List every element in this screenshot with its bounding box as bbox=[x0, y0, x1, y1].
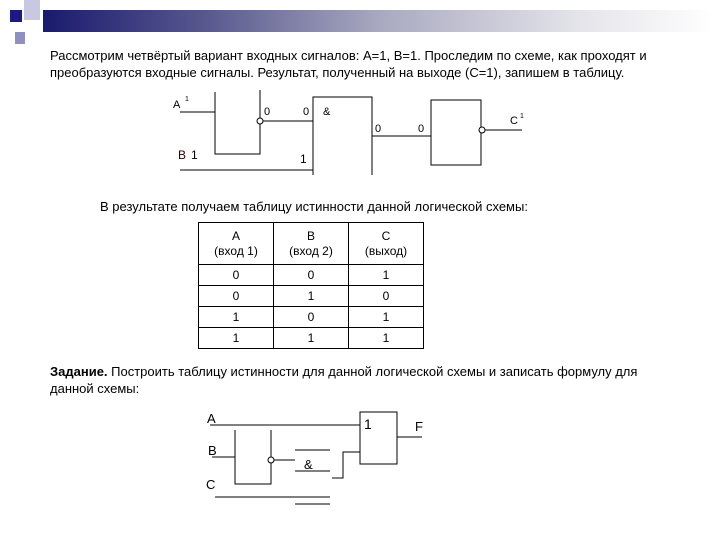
output-c-label: С bbox=[510, 115, 518, 127]
cell: 1 bbox=[199, 307, 274, 328]
cell: 0 bbox=[274, 265, 349, 286]
cell: 1 bbox=[349, 265, 424, 286]
cell: 0 bbox=[199, 265, 274, 286]
output-f-label: F bbox=[415, 419, 423, 434]
decor-square-dark bbox=[10, 10, 22, 22]
input-a-label: A bbox=[207, 411, 216, 426]
task-text: Построить таблицу истинности для данной логической схемы и записать формулу для данной схемы: bbox=[50, 364, 638, 396]
and-symbol: & bbox=[323, 106, 331, 118]
table-row bbox=[199, 307, 424, 328]
cell: 0 bbox=[349, 286, 424, 307]
input-a-value: 1 bbox=[185, 96, 189, 103]
cell: 1 bbox=[274, 286, 349, 307]
and-symbol: & bbox=[304, 457, 313, 472]
cell: 1 bbox=[349, 328, 424, 349]
table-row bbox=[199, 286, 424, 307]
header-a: А (вход 1) bbox=[199, 223, 274, 265]
cell: 0 bbox=[274, 307, 349, 328]
signal-and-out: 0 bbox=[375, 123, 382, 135]
decor-square-mid bbox=[15, 32, 25, 44]
input-b-label: В bbox=[178, 148, 187, 162]
decor-square-light bbox=[24, 0, 40, 20]
output-c-value: 1 bbox=[520, 113, 524, 120]
result-paragraph: В результате получаем таблицу истинности данной логической схемы: bbox=[100, 199, 528, 214]
input-c-label: C bbox=[206, 477, 216, 492]
signal-inv-in: 0 bbox=[418, 123, 425, 135]
input-b-value: 1 bbox=[191, 148, 198, 162]
cell: 1 bbox=[199, 328, 274, 349]
signal-not-out: 0 bbox=[264, 106, 271, 118]
intro-paragraph: Рассмотрим четвёртый вариант входных сигналов: А=1, В=1. Проследим по схеме, как проходят и преобразуются входные сигналы. Результат, полученный на выходе (С=1), запишем в таблицу. bbox=[50, 48, 647, 80]
table-header-row bbox=[199, 223, 424, 265]
circuit-diagram-1 bbox=[160, 85, 540, 175]
header-c: С (выход) bbox=[349, 223, 424, 265]
or-symbol: 1 bbox=[364, 416, 372, 432]
signal-and-in1: 0 bbox=[303, 106, 310, 118]
input-a-label: А bbox=[173, 99, 181, 111]
truth-table bbox=[198, 222, 424, 349]
task-label: Задание. bbox=[50, 364, 108, 379]
table-row bbox=[199, 328, 424, 349]
signal-and-in2: 1 bbox=[300, 152, 307, 166]
cell: 0 bbox=[199, 286, 274, 307]
header-gradient-bar bbox=[43, 10, 713, 32]
cell: 1 bbox=[349, 307, 424, 328]
input-b-label: B bbox=[208, 443, 217, 458]
task-paragraph bbox=[50, 363, 675, 397]
cell: 1 bbox=[274, 328, 349, 349]
table-row bbox=[199, 265, 424, 286]
circuit-diagram-2 bbox=[190, 400, 440, 510]
header-b: В (вход 2) bbox=[274, 223, 349, 265]
